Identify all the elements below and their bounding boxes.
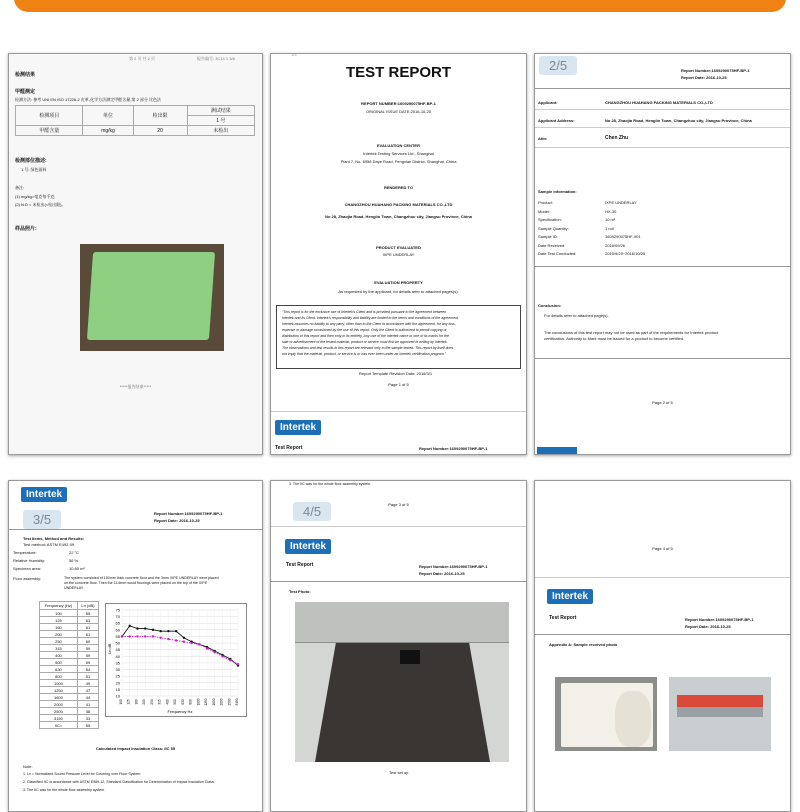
sample-piece-photo [669,677,771,751]
data-point [221,655,223,657]
table-cell: 800 [40,673,78,680]
table-cell: 54 [77,666,98,673]
page-header: 第 2 页 共 2 页 [129,56,156,61]
table-cell: 33 [77,715,98,722]
data-point [198,643,200,645]
intertek-logo: Intertek [285,539,331,554]
table-cell: 1000 [40,680,78,687]
y-tick-label: 40 [115,653,120,659]
data-point [183,637,185,639]
section-result: 检测结果 [15,72,36,78]
y-tick-label: 30 [115,667,120,673]
eval-address: Plant 7, No. 6958 Daye Road, Fengxian District, Shanghai, China [340,159,457,164]
x-tick-label: 100 [119,699,123,705]
table-cell: 59 [77,645,98,652]
y-tick-label: 65 [115,620,120,626]
sample-field-value: 1609290075HF-001 [605,234,641,239]
photo-title: 样品照片: [15,226,37,232]
report-number: Report Number:1609290075HF-BP-1 [685,617,754,622]
test-report-heading: Test Report [549,615,577,621]
ln-chart-svg [106,604,246,716]
report-end: *****报告结束***** [119,384,152,389]
data-point [144,635,146,637]
sample-field-label: Product: [538,200,553,205]
table-cell: 20 [133,126,187,136]
page-of: Page 4 of 5 [652,546,673,551]
address-value: No 28, Zhaojia Road, Henglin Town, Changzhou city, Jiangsu Province, China [605,118,752,123]
x-tick-label: 1000 [196,698,201,706]
disclaimer-line: "This report is for the exclusive use of Intertek's Client and is provided pursuant to the agreement between [282,310,447,314]
result-table [15,105,255,136]
x-tick-label: 315 [157,699,162,705]
x-tick-label: 1600 [211,698,216,706]
area-value: 10.80 m² [69,566,85,571]
report-number: Report Number:1609290075HF-BP-1 [681,68,750,73]
attn-value: Chen Zhu [605,135,629,141]
table-cell: 3150 [40,715,78,722]
y-tick-label: 75 [115,607,120,613]
x-tick-label: 125 [126,699,131,705]
series-line [122,626,238,666]
report-page-chinese [8,53,263,455]
rendered-heading: RENDERED TO [383,185,414,190]
eval-property-text: As requested by the applicant, for details refer to attached pages(s). [338,289,459,294]
test-setup-photo [295,602,509,762]
data-point [136,635,138,637]
client-address: No 28, Zhaojia Road, Henglin Town, Changzhou city, Jiangsu Province, China [325,214,472,219]
table-cell: 49 [77,680,98,687]
temp-label: Temperature: [13,550,37,555]
appendix-heading: Appendix A: Sample received photo [549,642,618,647]
y-tick-label: 45 [115,647,120,653]
table-cell: 1600 [40,694,78,701]
table-header-cell: 检测项目 [16,106,83,126]
sample-field-label: Sample Quantity: [538,225,569,231]
table-header-cell: 单位 [83,106,133,126]
y-tick-label: 10 [115,693,120,699]
table-cell: 250 [40,638,78,645]
sample-field-value: IXPE UNDERLAY [605,200,637,205]
report-page-5 [534,480,791,812]
table-cell: 125 [40,617,78,624]
sample-field-label: Date Test Conducted: [538,251,577,256]
y-tick-label: 50 [115,640,120,646]
series-line [122,636,238,664]
humidity-label: Relative Humidity: [13,558,46,563]
frequency-table [39,601,99,729]
note-line: (2) N.D = 未检出(<检出限)。 [15,202,66,207]
data-point [167,638,169,640]
x-tick-label: 250 [149,699,154,705]
floor-label: Floor assembly: [13,576,42,581]
disclaimer-box [276,305,521,369]
report-number: REPORT NUMBER:1609290075HF-BP-1 [361,101,436,106]
disclaimer-line: sale or advertisement of the tested material, product or service must first be approved in writing by Intertek. [282,340,448,344]
table-cell: 200 [40,631,78,638]
y-tick-label: 70 [115,614,120,620]
disclaimer-line: The observations and test results in this report are relevant only to the sample tested. This report by itself does [282,346,454,350]
report-page-3 [8,480,263,812]
x-tick-label: 1250 [204,698,209,706]
table-cell: 63 [77,617,98,624]
disclaimer-line: Intertek assumes no liability to any party, other than to the Client in accordance with the agreement, for any loss, [282,322,456,326]
table-header-cell: Ln (dB) [77,602,98,610]
page-badge: 2/5 [539,56,577,75]
x-axis-label: Frequency Hz [167,709,193,714]
table-header-cell: 检出限 [133,106,187,126]
report-number: Report Number:1609290075HF-BP-1 [419,564,488,569]
page-of: Page 3 of 5 [388,502,409,507]
sample-field-label: Date Received: [538,242,566,248]
conclusion-note: certification. Authority to Mark must be issued for a product to become certified. [544,336,685,341]
applicant-value: CHANGZHOU HUAHANG PACKING MATERIALS CO.,LTD [605,100,713,105]
sample-field-label: Model: [538,208,551,214]
temp-value: 22 °C [69,550,80,555]
address-label: Applicant Address: [538,118,575,123]
table-cell: 2500 [40,708,78,715]
page-badge: 3/5 [23,510,61,529]
area-label: Specimen area: [13,566,42,571]
report-date: Report Date: 2016-10-25 [685,624,731,629]
conclusion-text: For details refer to attached page(s). [544,313,609,318]
footer-test-report: Test Report [275,445,303,451]
attn-label: Attn: [538,136,548,141]
data-point [229,659,231,661]
floor-text: The system consisted of 150mm thick concrete floor and the 3mm IXPE UNDERLAY were placed [64,576,219,580]
disclaimer-line: Intertek and its Client. Intertek's responsibility and liability are limited to the terms and conditions of the agreement. [282,316,459,320]
desc-title: 检测部位描述: [15,158,47,164]
table-cell: 47 [77,687,98,694]
table-header-cell: 1 号 [187,116,254,126]
table-cell: 59 [77,659,98,666]
x-tick-label: 500 [173,699,178,705]
top-note: 3. The IIC was for the whole floor assembly system. [289,482,372,486]
x-tick-label: 400 [165,699,170,705]
photo-title: Test Photo: [289,589,311,594]
table-cell: mg/kg [83,126,133,136]
table-cell: 59 [77,652,98,659]
floor-text: on the concrete floor. Then the 11.6mm wood floorings were placed on the top of the IXPE [64,581,208,585]
y-tick-label: 20 [115,680,120,686]
table-cell: 630 [40,666,78,673]
sample-field-label: Sample ID: [538,234,558,239]
note-line: 2. Classified IIC in accordance with ASTM E989-12, Standard Classification for Determination of Impact Insulation Class. [23,780,215,784]
x-tick-label: 3150 [235,698,239,706]
data-point [206,647,208,649]
sample-field-value: 1 roll [605,225,614,231]
y-tick-label: 15 [115,686,120,692]
table-cell: 100 [40,610,78,617]
test-report-heading: Test Report [286,562,314,568]
report-number: Report Number:1609290075HF-BP-1 [154,511,223,516]
report-date: Report Date: 2016-10-25 [154,518,200,523]
report-page-cover [270,53,527,455]
note-line: 1. Ln = Normalized Sound Pressure Level for Covering over Floor System [23,772,141,776]
eval-company: Intertek Testing Services Ltd., Shanghai [363,151,434,156]
note-line: 3. The IIC was for the whole floor assembly system. [23,788,106,792]
tapping-machine [400,650,420,664]
intertek-logo: Intertek [21,487,67,502]
intertek-logo-fragment [537,447,577,454]
data-point [175,639,177,641]
note-line: Note: [23,764,33,769]
x-tick-label: 2500 [227,698,232,706]
data-point [183,641,185,643]
table-cell: 400 [40,652,78,659]
report-title: TEST REPORT [345,64,451,81]
green-fabric-photo [80,244,224,351]
sample-field-value: 2016/09/26 [605,242,626,248]
disclaimer-line: distribution of this report and then only in its entirety. Any use of the Intertek name or one of its marks for the [282,334,449,338]
table-cell: 1250 [40,687,78,694]
intertek-logo: Intertek [547,589,593,604]
sample-field-label: Specification: [538,217,562,222]
table-cell: 38 [77,708,98,715]
y-tick-label: 60 [115,627,120,633]
disclaimer-line: expense or damage occasioned by the use of this report. Only the Client is authorized to permit copying or [282,328,447,332]
y-tick-label: 55 [115,633,120,639]
table-cell: 500 [40,659,78,666]
test-method: Test method: ASTM E492-09 [23,542,75,547]
photo-caption: Test set up [389,770,409,775]
applicant-label: Applicant: [538,100,558,105]
intertek-logo: Intertek [275,420,321,435]
data-point [136,627,138,629]
data-point [237,663,239,665]
data-point [152,629,154,631]
issue-date: ORIGINAL ISSUE DATE:2016-10-25 [365,109,432,114]
sample-field-value: 10 m² [605,217,616,222]
floor-text: UNDERLAY. [64,586,84,590]
data-point [159,630,161,632]
data-point [214,651,216,653]
data-point [121,635,123,637]
ln-chart [105,603,247,717]
sample-info-heading: Sample information: [538,189,577,194]
eval-center-heading: EVALUATION CENTER [377,143,420,148]
y-axis-label: Ln dB [107,643,112,654]
conclusion-heading: Conclusion: [538,303,562,308]
data-point [152,635,154,637]
product-name: IXPE UNDERLAY [382,252,415,257]
y-tick-label: 25 [115,673,120,679]
product-heading: PRODUCT EVALUATED [376,245,421,250]
x-tick-label: 2000 [219,698,224,706]
table-cell: 2000 [40,701,78,708]
table-cell: 未检出 [187,126,254,136]
iic-label: IIC= [40,722,78,729]
footer-report-number: Report Number:1609290075HF-BP-1 [419,446,488,451]
report-date: Report Date: 2016-10-25 [681,75,727,80]
table-cell: 51 [77,673,98,680]
table-header-cell: Frequency (Hz) [40,602,78,610]
disclaimer-line: not imply that the material, product, or service is or has ever been under an Intertek certification program." [282,352,446,356]
sample-field-value: 2016/9/29~2016/10/25 [605,251,646,256]
table-cell: 61 [77,624,98,631]
report-date: Report Date: 2016-10-25 [419,571,465,576]
y-tick-label: 35 [115,660,120,666]
desc-item: 1 号: 绿色面料 [21,167,47,172]
table-header-cell: 测试结果 [187,106,254,116]
x-tick-label: 630 [180,699,185,705]
x-tick-label: 200 [142,699,147,705]
humidity-value: 56 % [69,558,79,563]
page-number: Page 2 of 5 [652,400,673,405]
sample-roll-photo [555,677,657,751]
test-method: 检测方法: 参考 UNI EN ISO 17226-2 皮革-化学方法测定甲醛含量-第 2 部分 比色法 [15,97,162,102]
data-point [144,627,146,629]
table-cell: 160 [40,624,78,631]
top-orange-banner [14,0,786,12]
eval-property-heading: EVALUATION PROPERTY [374,280,423,285]
table-cell: 315 [40,645,78,652]
data-point [175,630,177,632]
data-point [129,625,131,627]
table-cell: 41 [77,701,98,708]
notes-title: 备注: [15,185,25,190]
table-cell: 61 [77,631,98,638]
table-cell: 甲醛含量 [16,126,83,136]
item-formaldehyde: 甲醛测定 [15,89,36,95]
data-point [190,642,192,644]
x-tick-label: 160 [134,699,139,705]
data-point [167,630,169,632]
data-point [129,635,131,637]
table-cell: 44 [77,694,98,701]
report-page-4 [270,480,527,812]
page-corner: 1/5 [291,53,297,57]
sample-field-value: HX-30 [605,208,617,214]
page-badge: 4/5 [293,502,331,521]
page-number: Page 1 of 5 [388,382,409,387]
x-tick-label: 800 [188,699,193,705]
conclusion-note: The conclusions of this test report may not be used as part of the requirements for Intertek product [544,330,719,335]
section-heading: Test Items, Method and Results: [23,536,85,541]
note-line: (1) mg/kg=毫克每千克; [15,194,56,199]
page-header-right: 报告编号: 3C14 1 3/6 [197,56,235,61]
table-cell: 55 [77,610,98,617]
iic-result: Calculated Impact Insulation Class: IIC 55 [95,746,176,751]
iic-value: 55 [77,722,98,729]
template-revision: Report Template Revision Date: 2016/3/1 [359,371,433,376]
client-name: CHANGZHOU HUAHANG PACKING MATERIALS CO.,LTD [344,202,453,207]
data-point [159,637,161,639]
table-cell: 60 [77,638,98,645]
report-page-2 [534,53,791,455]
